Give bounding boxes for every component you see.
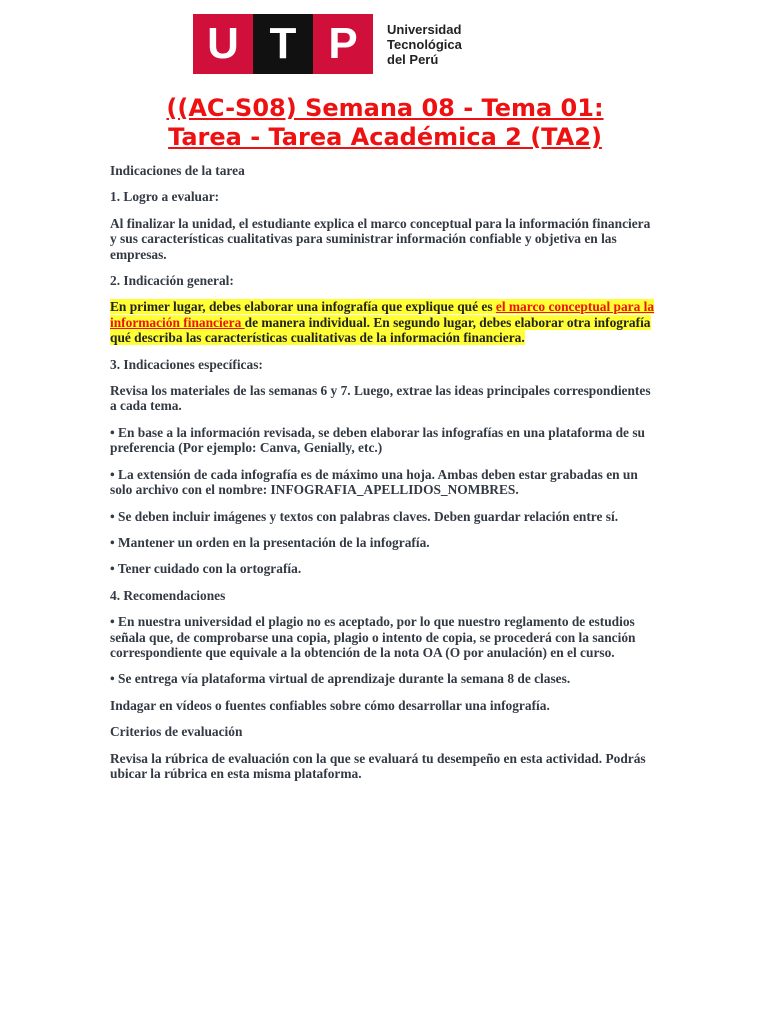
utp-logo — [193, 14, 495, 74]
highlighted-text-2: de manera individual. En segundo lugar, debes elaborar otra infografía qué describa las características cualitativas de la información financiera. — [110, 314, 651, 346]
logo-name-line-1: Universidad — [387, 21, 462, 37]
bullet-platform: • En base a la información revisada, se deben elaborar las infografías en una plataforma de su preferencia (Por ejemplo: Canva, Genially, etc.) — [110, 424, 646, 456]
title-line-2: Tarea - Tarea Académica 2 (TA2) — [168, 123, 602, 151]
section-heading-general: 2. Indicación general: — [110, 273, 234, 289]
achievement-text: Al finalizar la unidad, el estudiante explica el marco conceptual para la información financiera y sus características cualitativas para suministrar información confiable y objetiva en las empresas. — [110, 215, 651, 262]
logo-letter-p: P — [313, 14, 373, 74]
logo-university-name — [387, 22, 462, 67]
section-heading-criteria: Criterios de evaluación — [110, 724, 243, 740]
bullet-extension: • La extensión de cada infografía es de máximo una hoja. Ambas deben estar grabadas en un solo archivo con el nombre: INFOGRAFIA_APELLIDOS_NOMBRES. — [110, 466, 638, 498]
section-heading-specific: 3. Indicaciones específicas: — [110, 356, 263, 372]
bullet-order: • Mantener un orden en la presentación de la infografía. — [110, 534, 430, 550]
section-heading-recommendations: 4. Recomendaciones — [110, 587, 226, 603]
rubric-text: Revisa la rúbrica de evaluación con la que se evaluará tu desempeño en esta actividad. Podrás ubicar la rúbrica en esta misma plataforma. — [110, 750, 646, 781]
logo-name-line-3: del Perú — [387, 51, 439, 67]
task-instructions — [110, 163, 658, 792]
highlighted-text-1: En primer lugar, debes elaborar una infografía que explique qué es — [110, 299, 496, 315]
page-title — [110, 94, 660, 152]
bullet-spelling: • Tener cuidado con la ortografía. — [110, 561, 302, 577]
logo-name-line-2: Tecnológica — [387, 36, 462, 52]
bullet-plagiarism: • En nuestra universidad el plagio no es aceptado, por lo que nuestro reglamento de estudios señala que, de comprobarse una copia, plagio o intento de copia, se procederá con la sanción correspondiente que equivale a la obtención de la nota OA (O por anulación) en el curso. — [110, 614, 636, 660]
section-heading-achievement: 1. Logro a evaluar: — [110, 189, 220, 205]
section-heading-indications: Indicaciones de la tarea — [110, 163, 245, 178]
title-line-1: ((AC-S08) Semana 08 - Tema 01: — [166, 94, 604, 122]
conceptual-framework-link[interactable]: el marco conceptual para la información financiera — [110, 299, 655, 330]
specific-text-materials: Revisa los materiales de las semanas 6 y 7. Luego, extrae las ideas principales correspondientes a cada tema. — [110, 383, 651, 414]
research-text: Indagar en vídeos o fuentes confiables sobre cómo desarrollar una infografía. — [110, 697, 550, 713]
bullet-delivery: • Se entrega vía plataforma virtual de aprendizaje durante la semana 8 de clases. — [110, 671, 571, 687]
logo-letter-u: U — [193, 14, 253, 74]
general-indication-text — [110, 299, 658, 345]
bullet-images: • Se deben incluir imágenes y textos con palabras claves. Deben guardar relación entre sí. — [110, 508, 619, 524]
logo-letter-t: T — [253, 14, 313, 74]
